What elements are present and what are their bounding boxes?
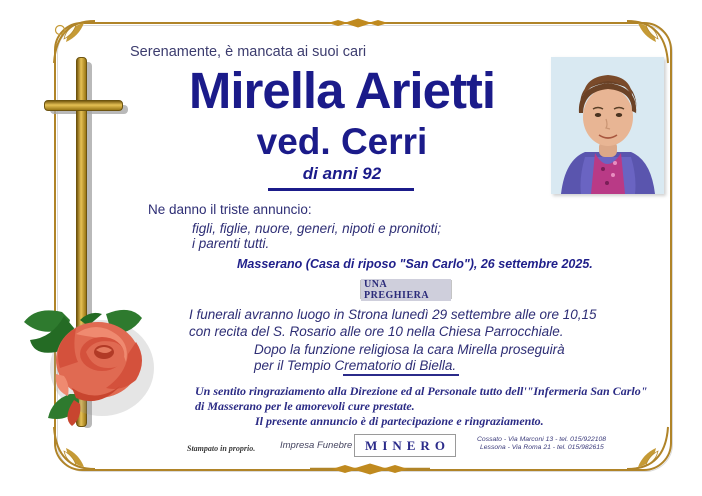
participation-line: Il presente annuncio è di partecipazione e ringraziamento. <box>255 414 544 428</box>
divider-rule <box>343 374 459 376</box>
deceased-name: Mirella Arietti <box>188 62 496 119</box>
after-ceremony-line: per il Tempio Crematorio di Biella. <box>254 358 457 373</box>
agency-address: Cossato - Via Marconi 13 - tel. 015/922108 <box>477 436 607 443</box>
announce-label: Ne danno il triste annuncio: <box>148 202 312 217</box>
thanks-line: di Masserano per le amorevoli cure prestate. <box>195 399 415 413</box>
frame-knot-icon <box>308 17 408 29</box>
relatives-line: i parenti tutti. <box>192 236 270 251</box>
relatives-line: figli, figlie, nuore, generi, nipoti e pronitoti; <box>192 221 442 236</box>
corner-flourish-icon <box>50 426 96 472</box>
after-ceremony-line: Dopo la funzione religiosa la cara Mirella proseguirà <box>254 342 565 357</box>
widow-line: ved. Cerri <box>256 121 428 162</box>
divider-rule <box>268 188 414 191</box>
prayer-button[interactable] <box>360 280 452 299</box>
place-date-line: Masserano (Casa di riposo "San Carlo"), 26 settembre 2025. <box>237 257 593 271</box>
rose-icon <box>10 290 162 430</box>
age-line: di anni 92 <box>302 164 382 183</box>
funeral-line: I funerali avranno luogo in Strona lunedì 29 settembre alle ore 10,15 <box>189 307 597 322</box>
agency-name: MINERO <box>365 437 450 453</box>
funeral-line: con recita del S. Rosario alle ore 10 nella Chiesa Parrocchiale. <box>189 324 564 339</box>
agency-address: Lessona - Via Roma 21 - tel. 015/982615 <box>480 444 604 451</box>
agency-label: Impresa Funebre <box>280 440 353 451</box>
corner-flourish-icon <box>626 426 672 472</box>
agency-logo <box>354 434 456 457</box>
corner-flourish-icon <box>50 18 96 64</box>
prayer-button-label: UNA PREGHIERA <box>361 279 451 301</box>
intro-line: Serenamente, è mancata ai suoi cari <box>130 44 367 60</box>
frame-knot-icon <box>310 462 430 476</box>
printed-note: Stampato in proprio. <box>187 444 256 453</box>
thanks-line: Un sentito ringraziamento alla Direzione ed al Personale tutto dell'"Infermeria San Carlo" <box>195 384 648 398</box>
